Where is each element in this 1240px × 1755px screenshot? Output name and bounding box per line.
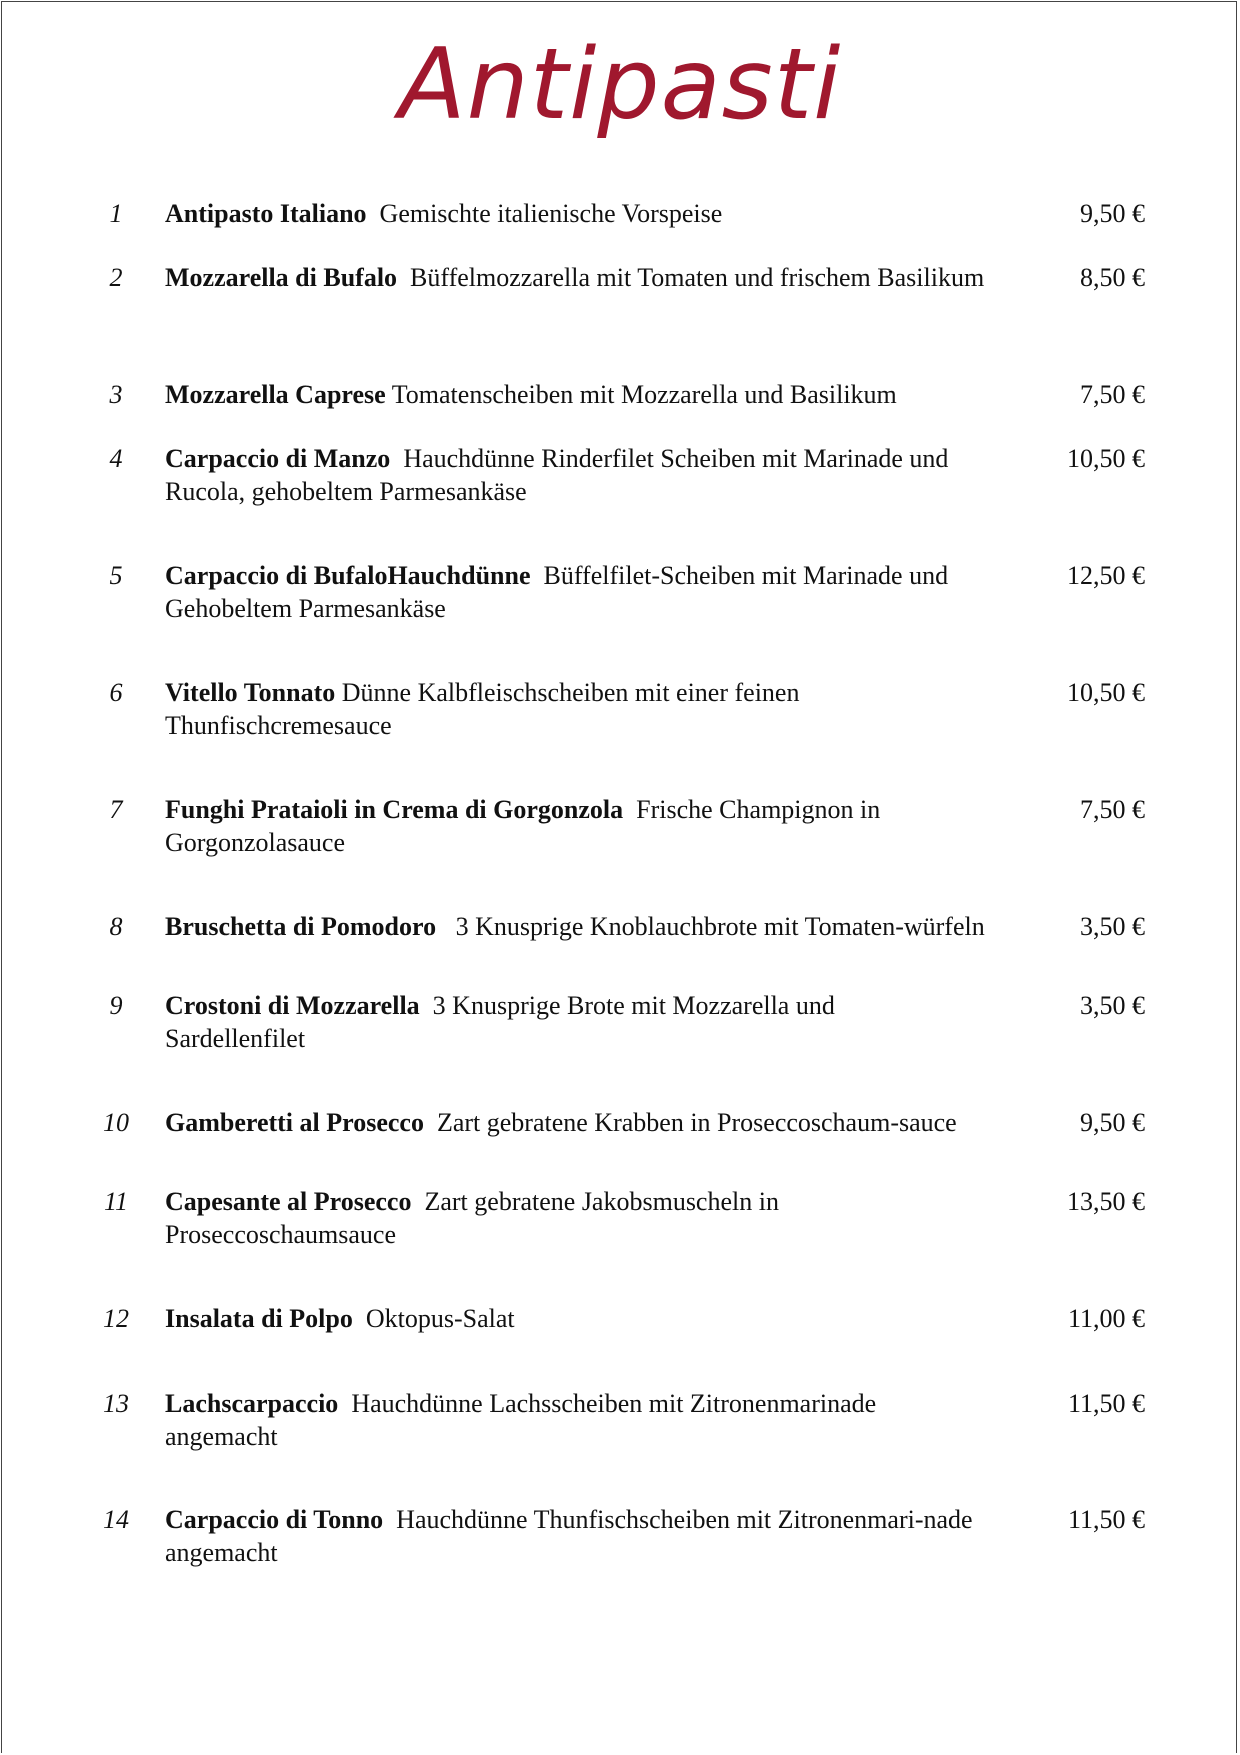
item-price: 11,00 € <box>1067 1304 1145 1333</box>
item-name: Carpaccio di BufaloHauchdünne <box>165 561 531 590</box>
item-description: Tomatenscheiben mit Mozzarella und Basilikum <box>391 380 897 409</box>
item-number: 12 <box>103 1304 129 1333</box>
item-number: 13 <box>103 1389 129 1418</box>
item-name: Carpaccio di Tonno <box>165 1505 384 1534</box>
item-name: Insalata di Polpo <box>165 1304 353 1333</box>
item-description: Gemischte italienische Vorspeise <box>379 199 723 228</box>
item-description: Büffelfilet-Scheiben mit Marinade und Gehobeltem Parmesankäse <box>165 561 949 623</box>
item-name: Bruschetta di Pomodoro <box>165 912 437 941</box>
item-number: 7 <box>109 795 123 824</box>
item-description: Büffelmozzarella mit Tomaten und frischem Basilikum <box>410 263 985 292</box>
item-price: 13,50 € <box>1067 1187 1145 1216</box>
item-number: 8 <box>109 912 123 941</box>
item-number: 4 <box>109 444 123 473</box>
item-description: Hauchdünne Rinderfilet Scheiben mit Marinade und Rucola, gehobeltem Parmesankäse <box>165 444 949 506</box>
item-name: Gamberetti al Prosecco <box>165 1108 424 1137</box>
item-name: Crostoni di Mozzarella <box>165 991 420 1020</box>
item-description: Hauchdünne Thunfischscheiben mit Zitronenmari-nade angemacht <box>165 1505 973 1567</box>
item-description: Dünne Kalbfleischscheiben mit einer feinen Thunfischcremesauce <box>165 678 800 740</box>
item-number: 3 <box>109 380 123 409</box>
item-name: Carpaccio di Manzo <box>165 444 391 473</box>
item-price: 7,50 € <box>1080 795 1145 824</box>
item-price: 7,50 € <box>1080 380 1145 409</box>
item-description: Hauchdünne Lachsscheiben mit Zitronenmarinade angemacht <box>165 1389 877 1451</box>
item-name: Antipasto Italiano <box>165 199 367 228</box>
item-description: Zart gebratene Jakobsmuscheln in Proseccoschaumsauce <box>165 1187 779 1249</box>
item-description: Zart gebratene Krabben in Proseccoschaum-sauce <box>436 1108 957 1137</box>
item-name: Vitello Tonnato <box>165 678 336 707</box>
item-price: 10,50 € <box>1067 444 1145 473</box>
item-name: Capesante al Prosecco <box>165 1187 412 1216</box>
item-number: 5 <box>109 561 123 590</box>
item-number: 2 <box>109 263 123 292</box>
item-description: Oktopus-Salat <box>365 1304 515 1333</box>
item-description: 3 Knusprige Knoblauchbrote mit Tomaten-würfeln <box>455 912 985 941</box>
item-description: 3 Knusprige Brote mit Mozzarella und Sardellenfilet <box>165 991 835 1053</box>
item-price: 8,50 € <box>1080 263 1145 292</box>
item-price: 9,50 € <box>1080 199 1145 228</box>
item-name: Mozzarella Caprese <box>165 380 386 409</box>
item-number: 1 <box>109 199 123 228</box>
item-number: 9 <box>109 991 123 1020</box>
item-number: 10 <box>103 1108 129 1137</box>
item-name: Mozzarella di Bufalo <box>165 263 398 292</box>
item-name: Lachscarpaccio <box>165 1389 339 1418</box>
item-name: Funghi Prataioli in Crema di Gorgonzola <box>165 795 624 824</box>
item-number: 14 <box>103 1505 129 1534</box>
item-price: 10,50 € <box>1067 678 1145 707</box>
item-description: Frische Champignon in Gorgonzolasauce <box>165 795 881 857</box>
item-price: 11,50 € <box>1067 1505 1145 1534</box>
item-price: 11,50 € <box>1067 1389 1145 1418</box>
item-number: 11 <box>103 1187 129 1216</box>
item-price: 12,50 € <box>1067 561 1145 590</box>
menu-title: Antipasti <box>398 28 842 142</box>
item-number: 6 <box>109 678 123 707</box>
item-price: 9,50 € <box>1080 1108 1145 1137</box>
item-price: 3,50 € <box>1080 912 1145 941</box>
item-price: 3,50 € <box>1080 991 1145 1020</box>
